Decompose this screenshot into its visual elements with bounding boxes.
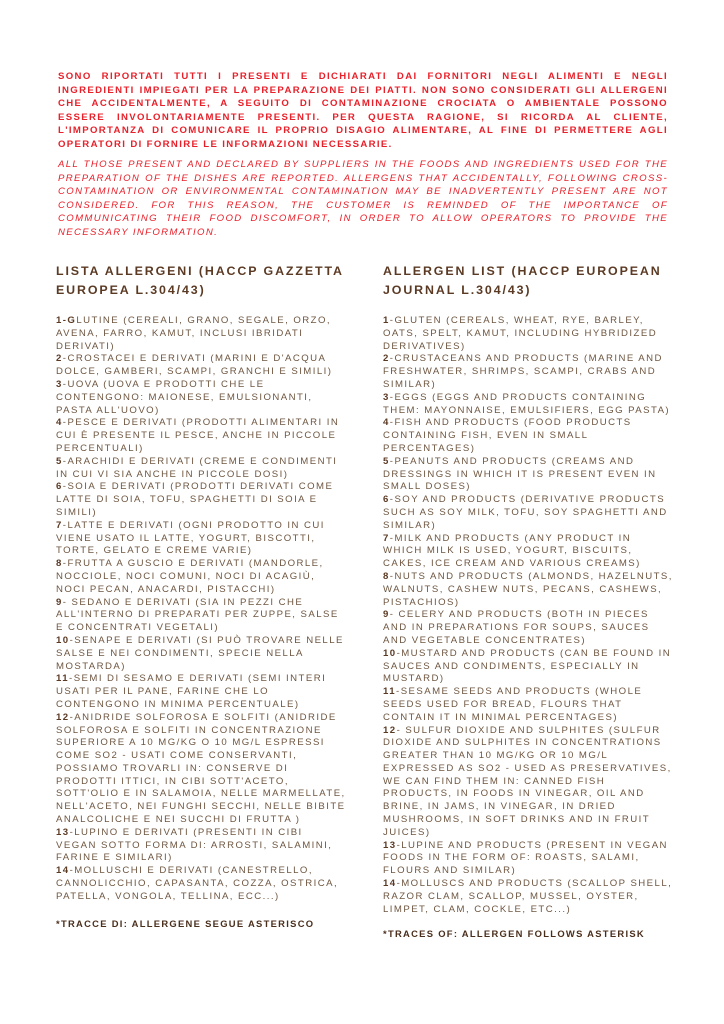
list-item [56,827,346,865]
list-item [383,725,673,840]
notice-english: ALL THOSE PRESENT AND DECLARED BY SUPPLIERS IN THE FOODS AND INGREDIENTS USED FOR THE PREPARATION OF THE DISHES ARE REPORTED. ALLERGENS THAT ACCIDENTALLY, FOLLOWING CROSS-CONTAMINATION OR ENVIRONMENTAL CONTAMINATION MAY BE INADVERTENTLY PRESENT ARE NOT CONSIDERED. FOR THIS REASON, THE CUSTOMER IS REMINDED OF THE IMPORTANCE OF COMMUNICATING THEIR FOOD DISCOMFORT, IN ORDER TO ALLOW OPERATORS TO PROVIDE THE NECESSARY INFORMATION. [58,159,668,238]
list-item [56,315,346,353]
list-item [383,840,673,878]
item-number: 11 [383,686,397,698]
item-text: -PESCE E DERIVATI (PRODOTTI ALIMENTARI IN CUI È PRESENTE IL PESCE, ANCHE IN PICCOLE PERCENTUALI) [56,417,340,454]
list-item [56,417,346,455]
item-number: 8 [56,558,63,570]
list-item [383,571,673,609]
list-item [56,635,346,673]
list-item [383,456,673,494]
item-text: -CRUSTACEANS AND PRODUCTS (MARINE AND FRESHWATER, SHRIMPS, SCAMPI, CRABS AND SIMILAR) [383,353,663,390]
english-footnote: *TRACES OF: ALLERGEN FOLLOWS ASTERISK [383,928,645,940]
item-number: 3 [383,391,390,403]
item-number: 13 [56,826,70,838]
item-text: -MUSTARD AND PRODUCTS (CAN BE FOUND IN SAUCES AND CONDIMENTS, ESPECIALLY IN MUSTARD) [383,647,672,685]
item-number: 8 [383,570,390,582]
item-text: -PEANUTS AND PRODUCTS (CREAMS AND DRESSINGS IN WHICH IT IS PRESENT EVEN IN SMALL DOSES) [383,455,657,493]
item-number: 7 [56,519,63,531]
item-text: -SENAPE E DERIVATI (SI PUÒ TROVARE NELLE SALSE E NEI CONDIMENTI, SPECIE NELLA MOSTARDA) [56,634,344,672]
item-text: -SEMI DI SESAMO E DERIVATI (SEMI INTERI USATI PER IL PANE, FARINE CHE LO CONTENGONO IN MINIMA PERCENTUALE) [56,673,327,710]
item-text: - SULFUR DIOXIDE AND SULPHITES (SULFUR DIOXIDE AND SULPHITES IN CONCENTRATIONS GREATER THAN 10 MG/KG OR 10 MG/L EXPRESSED AS SO2 - USED AS PRESERVATIVES, WE CAN FIND THEM IN: CANNED FISH PRODUCTS, IN FOODS IN VINEGAR, OIL AND BRINE, IN JAMS, IN VINEGAR, IN DRIED MUSHROOMS, IN SOFT DRINKS AND IN FRUIT JUICES) [383,724,672,838]
item-text: -MOLLUSCHI E DERIVATI (CANESTRELLO, CANNOLICCHIO, CAPASANTA, COZZA, OSTRICA, PATELLA, VONGOLA, TELLINA, ECC...) [56,865,339,902]
list-item [383,417,673,455]
list-item [56,520,346,558]
item-number: 11 [56,673,70,685]
italian-allergen-list [56,315,346,904]
italian-list-title: LISTA ALLERGENI (HACCP GAZZETTA EUROPEA L.304/43) [56,264,344,297]
item-number: 12 [56,711,70,723]
item-text: -MOLLUSCS AND PRODUCTS (SCALLOP SHELL, RAZOR CLAM, SCALLOP, MUSSEL, OYSTER, LIMPET, CLAM, COCKLE, ETC...) [383,878,673,915]
item-text: -ARACHIDI E DERIVATI (CREME E CONDIMENTI IN CUI VI SIA ANCHE IN PICCOLE DOSI) [56,455,338,480]
item-number: 2 [383,353,390,365]
item-number: 4 [56,417,63,429]
item-number: 14 [383,878,397,890]
item-number: 14 [56,865,70,877]
list-item [56,597,346,635]
italian-allergen-section [56,262,346,929]
item-number: 2 [56,353,63,365]
item-number: 10 [56,634,70,646]
list-item [56,379,346,417]
item-text: -LATTE E DERIVATI (OGNI PRODOTTO IN CUI VIENE USATO IL LATTE, YOGURT, BISCOTTI, TORTE, GELATO E CREME VARIE) [56,519,325,557]
list-item [383,878,673,916]
list-item [383,648,673,686]
item-text: -UOVA (UOVA E PRODOTTI CHE LE CONTENGONO: MAIONESE, EMULSIONANTI, PASTA ALL'UOVO) [56,378,313,416]
italian-footnote: *TRACCE DI: ALLERGENE SEGUE ASTERISCO [56,917,315,929]
item-number: 5 [56,455,63,467]
english-allergen-section [383,262,673,939]
item-number: 9 [56,596,63,608]
item-text: -FISH AND PRODUCTS (FOOD PRODUCTS CONTAINING FISH, EVEN IN SMALL PERCENTAGES) [383,417,632,454]
item-text: - CELERY AND PRODUCTS (BOTH IN PIECES AND IN PREPARATIONS FOR SOUPS, SAUCES AND VEGETABLE CONCENTRATES) [383,609,650,646]
item-number: 6 [383,494,390,506]
list-item [383,315,673,353]
list-item [383,392,673,418]
item-text: -NUTS AND PRODUCTS (ALMONDS, HAZELNUTS, WALNUTS, CASHEW NUTS, PECANS, CASHEWS, PISTACHIOS) [383,570,673,608]
item-text: -LUPINE AND PRODUCTS (PRESENT IN VEGAN FOODS IN THE FORM OF: ROASTS, SALAMI, FLOURS AND SIMILAR) [383,839,668,877]
list-item [56,712,346,827]
item-text: LUTINE (CEREALI, GRANO, SEGALE, ORZO, AVENA, FARRO, KAMUT, INCLUSI IBRIDATI DERIVATI) [56,315,331,352]
list-item [56,456,346,482]
list-item [56,353,346,379]
item-number: 1-G [56,315,77,326]
item-text: -CROSTACEI E DERIVATI (MARINI E D'ACQUA DOLCE, GAMBERI, SCAMPI, GRANCHI E SIMILI) [56,353,333,378]
list-item [56,481,346,519]
item-number: 5 [383,455,390,467]
item-number: 12 [383,724,397,736]
item-number: 13 [383,839,397,851]
item-text: -LUPINO E DERIVATI (PRESENTI IN CIBI VEGAN SOTTO FORMA DI: ARROSTI, SALAMINI, FARINE E SIMILARI) [56,826,333,864]
item-text: -SESAME SEEDS AND PRODUCTS (WHOLE SEEDS USED FOR BREAD, FLOURS THAT CONTAIN IT IN MINIMAL PERCENTAGES) [383,686,643,723]
list-item [383,609,673,647]
item-text: -GLUTEN (CEREALS, WHEAT, RYE, BARLEY, OATS, SPELT, KAMUT, INCLUDING HYBRIDIZED DERIVATIVES) [383,315,658,352]
item-number: 10 [383,647,397,659]
list-item [56,558,346,596]
item-number: 6 [56,481,63,493]
notice-italian: SONO RIPORTATI TUTTI I PRESENTI E DICHIARATI DAI FORNITORI NEGLI ALIMENTI E NEGLI INGREDIENTI IMPIEGATI PER LA PREPARAZIONE DEI PIATTI. NON SONO CONSIDERATI GLI ALLERGENI CHE ACCIDENTALMENTE, A SEGUITO DI CONTAMINAZIONE CROCIATA O AMBIENTALE POSSONO ESSERE INVOLONTARIAMENTE PRESENTI. PER QUESTA RAGIONE, SI RICORDA AL CLIENTE, L'IMPORTANZA DI COMUNICARE IL PROPRIO DISAGIO ALIMENTARE, AL FINE DI PERMETTERE AGLI OPERATORI DI FORNIRE LE INFORMAZIONI NECESSARIE. [58,71,668,150]
list-item [383,686,673,724]
list-item [383,533,673,571]
item-text: -SOIA E DERIVATI (PRODOTTI DERIVATI COME LATTE DI SOIA, TOFU, SPAGHETTI DI SOIA E SIMILI) [56,481,334,518]
item-text: -MILK AND PRODUCTS (ANY PRODUCT IN WHICH MILK IS USED, YOGURT, BISCUITS, CAKES, ICE CREAM AND VARIOUS CREAMS) [383,532,641,570]
list-item [56,673,346,711]
list-item [56,865,346,903]
list-item [383,353,673,391]
item-number: 3 [56,378,63,390]
item-number: 7 [383,532,390,544]
item-text: -FRUTTA A GUSCIO E DERIVATI (MANDORLE, NOCCIOLE, NOCI COMUNI, NOCI DI ACAGIÙ, NOCI PECAN, ANACARDI, PISTACCHI) [56,558,324,595]
item-number: 1 [383,315,390,326]
english-allergen-list [383,315,673,916]
english-list-title: ALLERGEN LIST (HACCP EUROPEAN JOURNAL L.304/43) [383,264,662,297]
list-item [383,494,673,532]
item-number: 4 [383,417,390,429]
item-text: - SEDANO E DERIVATI (SIA IN PEZZI CHE ALL'INTERNO DI PREPARATI PER ZUPPE, SALSE E CONCENTRATI VEGETALI) [56,596,339,634]
item-text: -EGGS (EGGS AND PRODUCTS CONTAINING THEM: MAYONNAISE, EMULSIFIERS, EGG PASTA) [383,391,671,416]
item-text: -ANIDRIDE SOLFOROSA E SOLFITI (ANIDRIDE SOLFOROSA E SOLFITI IN CONCENTRAZIONE SUPERIORE A 10 MG/KG O 10 MG/L ESPRESSI COME SO2 - USATI COME CONSERVANTI, POSSIAMO TROVARLI IN: CONSERVE DI PRODOTTI ITTICI, IN CIBI SOTT'ACETO, SOTT'OLIO E IN SALAMOIA, NELLE MARMELLATE, NELL'ACETO, NEI FUNGHI SECCHI, NELLE BIBITE ANALCOLICHE E NEI SUCCHI DI FRUTTA ) [56,711,346,826]
item-text: -SOY AND PRODUCTS (DERIVATIVE PRODUCTS SUCH AS SOY MILK, TOFU, SOY SPAGHETTI AND SIMILAR) [383,494,668,531]
item-number: 9 [383,609,390,621]
